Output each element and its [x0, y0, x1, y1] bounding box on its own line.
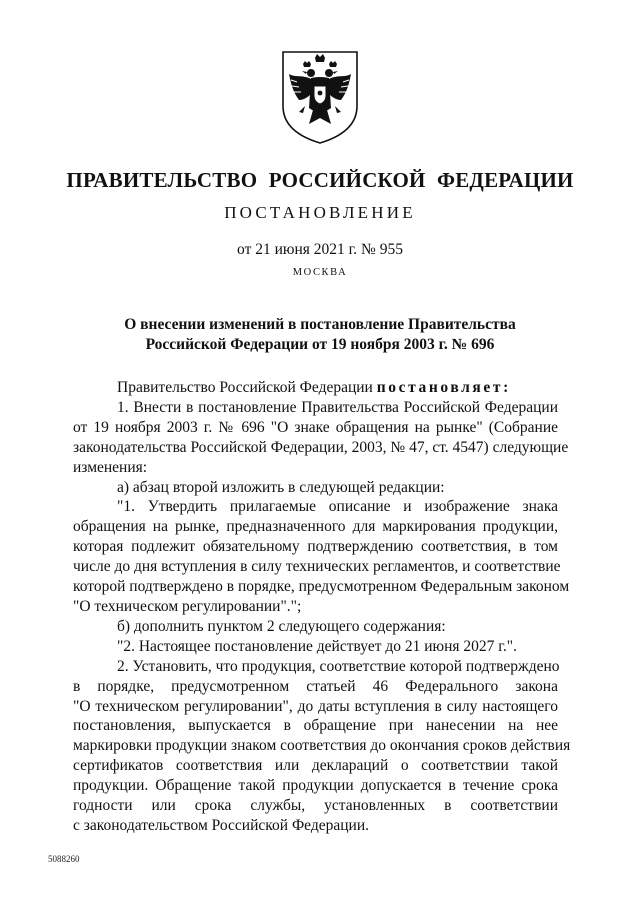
intro-decree-word: постановляет:: [376, 379, 511, 396]
body-line: в порядке, предусмотренном статьей 46 Федерального закона: [73, 677, 558, 695]
body-line: которая подлежит обязательному подтверждению соответствия, в том: [73, 538, 558, 556]
document-subject: [80, 315, 560, 355]
subject-line: Российской Федерации от 19 ноября 2003 г. № 696: [145, 336, 495, 353]
government-title: ПРАВИТЕЛЬСТВО РОССИЙСКОЙ ФЕДЕРАЦИИ: [66, 168, 574, 192]
body-line: 1. Внести в постановление Правительства Российской Федерации: [117, 398, 558, 416]
document-body: [73, 378, 571, 836]
body-line: продукции. Обращение такой продукции допускается в течение срока: [73, 777, 558, 795]
body-line: с законодательством Российской Федерации.: [73, 816, 370, 834]
body-line: маркировки продукции знаком соответствия до окончания сроков действия: [73, 737, 571, 755]
document-code: 5088260: [48, 854, 80, 864]
body-line: сертификатов соответствия или деклараций о соответствии такой: [73, 757, 558, 775]
body-line: постановления, выпускается в обращение при нанесении на нее: [73, 717, 558, 735]
body-line: а) абзац второй изложить в следующей редакции:: [117, 478, 445, 496]
body-line: "2. Настоящее постановление действует до 21 июня 2027 г.".: [117, 637, 517, 655]
body-line: "1. Утвердить прилагаемые описание и изображение знака: [117, 498, 558, 516]
body-line: 2. Установить, что продукция, соответствие которой подтверждено: [117, 657, 560, 675]
body-line: которой подтверждено в порядке, предусмотренном Федеральным законом: [73, 578, 570, 596]
document-type: ПОСТАНОВЛЕНИЕ: [224, 203, 416, 222]
intro-paragraph: [73, 378, 558, 398]
body-line: "О техническом регулировании".";: [73, 597, 302, 615]
subject-line: О внесении изменений в постановление Правительства: [124, 316, 516, 333]
body-line: от 19 ноября 2003 г. № 696 "О знаке обращения на рынке" (Собрание: [73, 418, 558, 436]
body-line: обращения на рынке, предназначенного для маркирования продукции,: [73, 518, 558, 536]
body-line: числе до дня вступления в силу технических регламентов, и соответствие: [73, 558, 561, 576]
intro-text: Правительство Российской Федерации: [117, 379, 377, 396]
body-line: законодательства Российской Федерации, 2003, № 47, ст. 4547) следующие: [73, 438, 569, 456]
document-date-number: от 21 июня 2021 г. № 955: [237, 241, 403, 258]
body-line: изменения:: [73, 458, 148, 476]
body-line: "О техническом регулировании", до даты вступления в силу настоящего: [73, 697, 558, 715]
coat-of-arms-icon: [275, 48, 365, 146]
body-line: б) дополнить пунктом 2 следующего содержания:: [117, 617, 446, 635]
document-place: МОСКВА: [292, 267, 348, 278]
body-line: годности или срока службы, установленных в соответствии: [73, 797, 558, 815]
